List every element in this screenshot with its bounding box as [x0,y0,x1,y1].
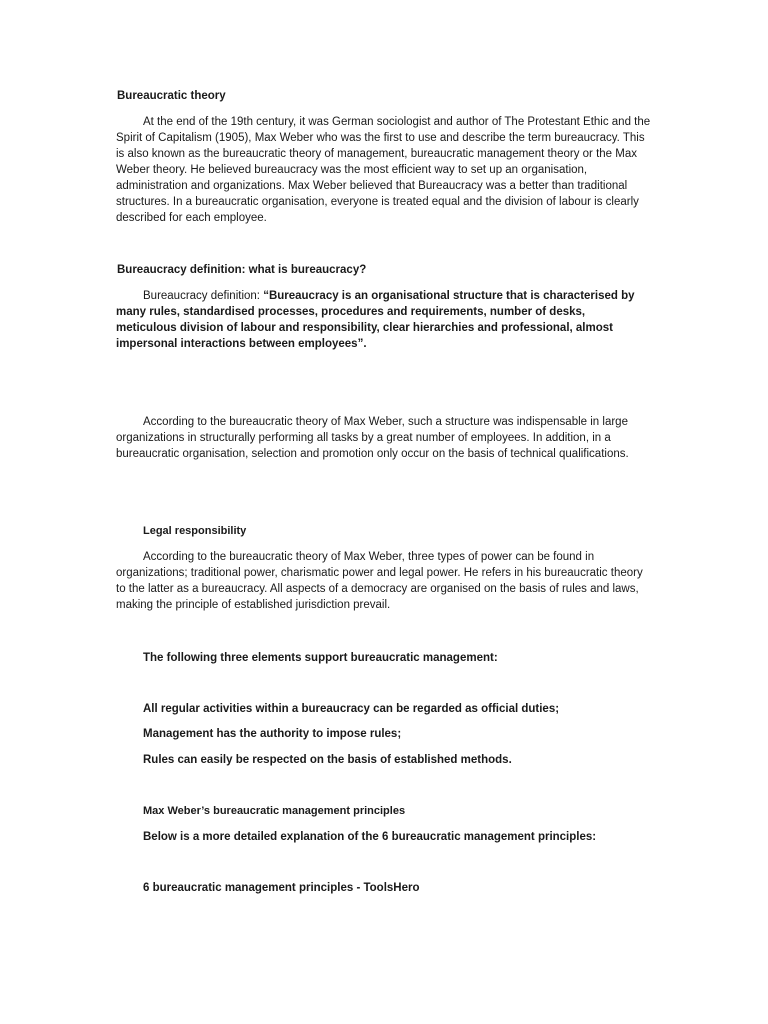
heading-legal-responsibility: Legal responsibility [143,525,247,537]
paragraph-structure: According to the bureaucratic theory of Max Weber, such a structure was indispensable in large organizations in structurally performing all tasks by a great number of employees. In addition, in a bureaucratic organisation, selection and promotion only occur on the basis of technical qualifications. [116,416,629,460]
definition-quote: “Bureaucracy is an organisational structure that is characterised by many rules, standardised processes, procedures and requirements, number of desks, meticulous division of labour and responsibility, clear hierarchies and professional, almost impersonal interactions between employees”. [116,290,635,350]
paragraph-legal-power: According to the bureaucratic theory of Max Weber, three types of power can be found in organizations; traditional power, charismatic power and legal power. He refers in his bureaucratic theory to the latter as a bureaucracy. All aspects of a democracy are organised on the basis of rules and laws, making the principle of established jurisdiction prevail. [116,551,643,611]
elements-intro: The following three elements support bureaucratic management: [143,652,498,664]
element-item: Management has the authority to impose rules; [143,728,402,740]
paragraph-definition [116,288,646,352]
element-item: Rules can easily be respected on the basis of established methods. [143,754,512,766]
figure-caption: 6 bureaucratic management principles - ToolsHero [143,882,420,894]
element-item: All regular activities within a bureaucracy can be regarded as official duties; [143,703,560,715]
definition-lead: Bureaucracy definition: [143,290,264,302]
heading-bureaucratic-theory: Bureaucratic theory [117,90,226,102]
heading-principles: Max Weber’s bureaucratic management principles [143,805,406,817]
heading-definition: Bureaucracy definition: what is bureaucracy? [117,264,367,276]
principles-intro: Below is a more detailed explanation of the 6 bureaucratic management principles: [143,831,597,843]
paragraph-introduction: At the end of the 19th century, it was German sociologist and author of The Protestant Ethic and the Spirit of Capitalism (1905), Max Weber who was the first to use and describe the term bureaucracy. This is also known as the bureaucratic theory of management, bureaucratic management theory or the Max Weber theory. He believed bureaucracy was the most efficient way to set up an organisation, administration and organizations. Max Weber believed that Bureaucracy was a better than traditional structures. In a bureaucratic organisation, everyone is treated equal and the division of labour is clearly described for each employee. [116,116,651,224]
